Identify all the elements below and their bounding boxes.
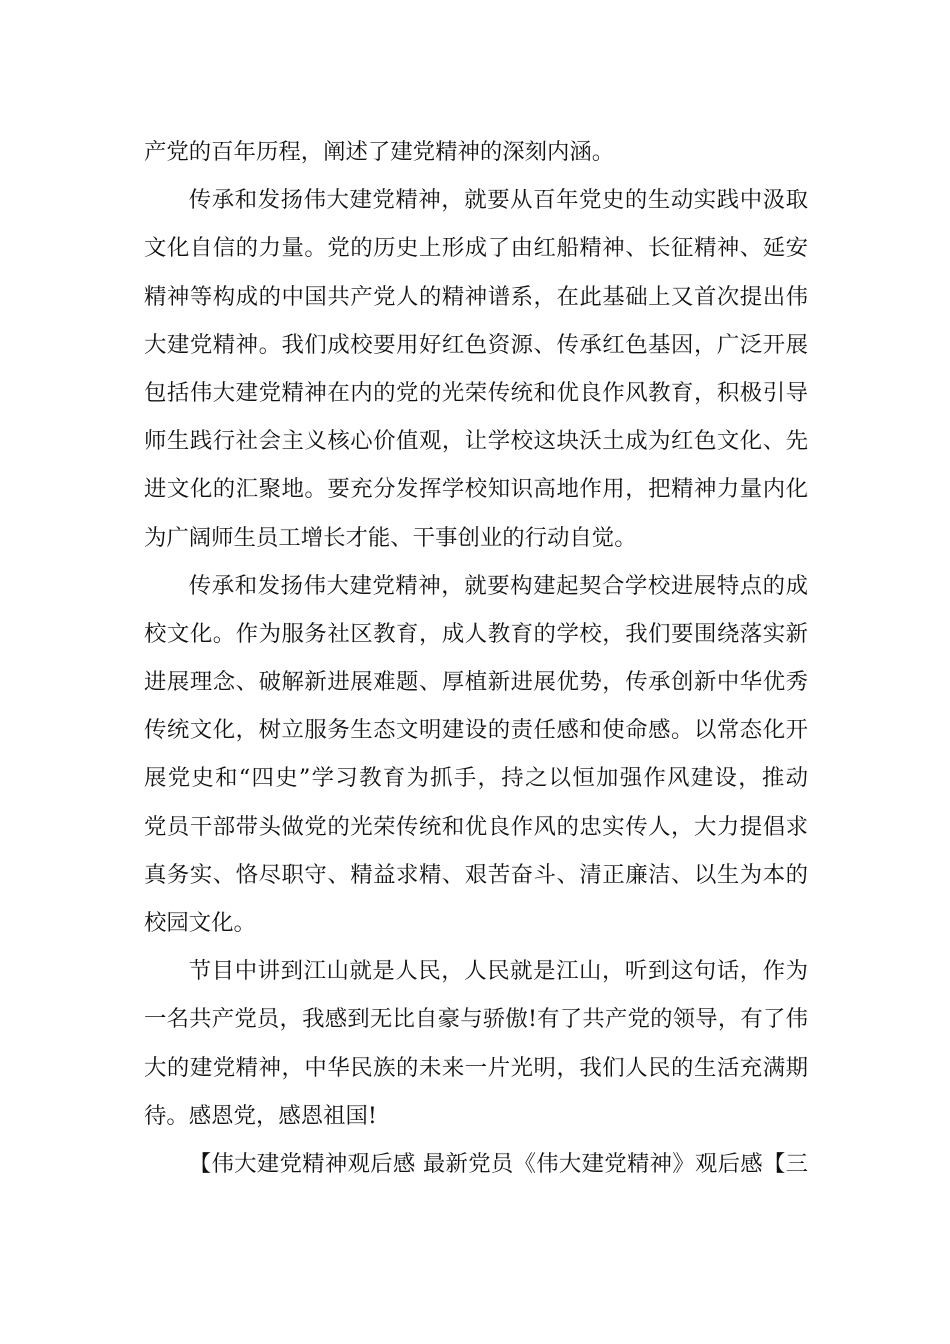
paragraph-line: 为广阔师生员工增长才能、干事创业的行动自觉。: [144, 524, 637, 551]
paragraph-line: 进文化的汇聚地。要充分发挥学校知识高地作用，把精神力量内化: [144, 476, 808, 503]
paragraph-line: 展党史和“四史”学习教育为抓手，持之以恒加强作风建设，推动: [144, 765, 808, 792]
paragraph-2: [144, 176, 808, 562]
document-page: [144, 128, 808, 1188]
paragraph-line: 师生践行社会主义核心价值观，让学校这块沃土成为红色文化、先: [144, 428, 808, 455]
paragraph-line: 大的建党精神，中华民族的未来一片光明，我们人民的生活充满期: [144, 1054, 808, 1081]
paragraph-line: 校园文化。: [144, 910, 256, 936]
paragraph-line: 真务实、恪尽职守、精益求精、艰苦奋斗、清正廉洁、以生为本的: [144, 861, 808, 888]
paragraph-line: 待。感恩党，感恩祖国!: [144, 1102, 377, 1129]
paragraph-line: 节目中讲到江山就是人民，人民就是江山，听到这句话，作为: [188, 958, 808, 985]
paragraph-5: [144, 1140, 808, 1188]
paragraph-line: 【伟大建党精神观后感 最新党员《伟大建党精神》观后感【三: [188, 1150, 808, 1177]
paragraph-line: 校文化。作为服务社区教育，成人教育的学校，我们要围绕落实新: [144, 620, 808, 647]
paragraph-line: 传承和发扬伟大建党精神，就要构建起契合学校进展特点的成: [188, 572, 808, 599]
paragraph-line: 大建党精神。我们成校要用好红色资源、传承红色基因，广泛开展: [144, 331, 808, 358]
paragraph-line: 一名共产党员，我感到无比自豪与骄傲!有了共产党的领导，有了伟: [144, 1006, 808, 1033]
paragraph-line: 党员干部带头做党的光荣传统和优良作风的忠实传人，大力提倡求: [144, 813, 808, 840]
paragraph-line: 精神等构成的中国共产党人的精神谱系，在此基础上又首次提出伟: [144, 283, 808, 310]
paragraph-4: [144, 947, 808, 1140]
paragraph-1: [144, 128, 808, 176]
paragraph-line: 进展理念、破解新进展难题、厚植新进展优势，传承创新中华优秀: [144, 669, 808, 696]
paragraph-line: 包括伟大建党精神在内的党的光荣传统和优良作风教育，积极引导: [144, 379, 808, 406]
paragraph-line: 产党的百年历程，阐述了建党精神的深刻内涵。: [144, 139, 615, 165]
paragraph-line: 传统文化，树立服务生态文明建设的责任感和使命感。以常态化开: [144, 717, 808, 744]
paragraph-line: 传承和发扬伟大建党精神，就要从百年党史的生动实践中汲取: [188, 187, 808, 214]
paragraph-3: [144, 562, 808, 948]
paragraph-line: 文化自信的力量。党的历史上形成了由红船精神、长征精神、延安: [144, 235, 808, 262]
